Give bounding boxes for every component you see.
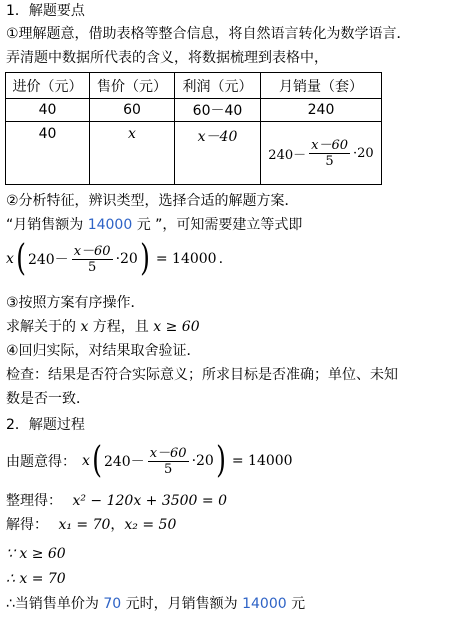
header-profit: 利润（元） — [175, 73, 261, 99]
simplify-label: 整理得： — [6, 493, 62, 509]
left-paren: ( — [16, 238, 26, 279]
root-x2: x₂ = 50 — [124, 517, 177, 533]
check-line2: 数是否一致． — [6, 391, 90, 407]
solve-mid: 方程，且 — [88, 319, 154, 335]
eq-term: ·20 — [191, 453, 214, 469]
conclusion-pre: ∴当销售单价为 — [6, 596, 104, 612]
fraction-denominator: 5 — [87, 259, 97, 275]
fraction-denominator: 5 — [325, 153, 334, 169]
therefore-line: ∴ x = 70 — [6, 571, 66, 587]
step3: ③按照方案有序操作． — [6, 295, 145, 311]
formula-prefix: 240－ — [268, 147, 307, 163]
table-cell: x－40 — [175, 122, 261, 185]
conclusion-price: 70 — [103, 596, 122, 612]
solve-pre: 求解关于的 — [6, 319, 81, 335]
solve-var: x — [80, 319, 89, 335]
eq-rhs: = 14000 — [155, 251, 217, 267]
process-equation — [6, 440, 293, 482]
eq-var: x — [6, 251, 14, 267]
quote-amount: 14000 — [87, 217, 133, 233]
simplify-line — [6, 492, 227, 510]
formula-suffix: ·20 — [353, 145, 374, 161]
step1-line2: 弄清题中数据所代表的含义，将数据梳理到表格中， — [6, 50, 328, 66]
fraction-numerator: x－60 — [311, 137, 348, 153]
check-line1: 检查：结果是否符合实际意义；所求目标是否准确；单位、未知 — [6, 367, 398, 383]
eq-end: . — [218, 251, 224, 267]
step1-line1: ①理解题意，借助表格等整合信息，将自然语言转化为数学语言． — [6, 26, 411, 42]
fraction-denominator: 5 — [163, 461, 173, 477]
table-cell: x — [90, 122, 175, 185]
simplify-equation: x² − 120x + 3500 = 0 — [72, 493, 228, 509]
eq-term: 240－ — [103, 454, 145, 470]
fraction-numerator: x－60 — [149, 445, 187, 461]
header-monthly-sales: 月销量（套） — [261, 73, 382, 99]
table-cell: 240 — [261, 99, 382, 122]
table-cell: 60 — [90, 99, 175, 122]
quote-post: ”，可知需要建立等式即 — [155, 217, 303, 233]
conclusion-line — [6, 595, 305, 613]
root-x1: x₁ = 70 — [58, 517, 111, 533]
solve-line — [6, 318, 200, 336]
header-cost-price: 进价（元） — [6, 73, 90, 99]
conclusion-amount: 14000 — [242, 596, 287, 612]
quote-unit: 元 — [132, 217, 156, 233]
solve-condition: x ≥ 60 — [153, 319, 200, 335]
section2-title: 2．解题过程 — [6, 417, 85, 433]
roots-label: 解得： — [6, 517, 48, 533]
eq-term: 240－ — [27, 252, 69, 268]
step4: ④回归实际，对结果取舍验证． — [6, 343, 201, 359]
roots-separator: ， — [110, 517, 125, 533]
step2: ②分析特征，辨识类型，选择合适的解题方案． — [6, 193, 299, 209]
quote-pre: “月销售额为 — [6, 217, 88, 233]
right-paren: ) — [139, 238, 150, 279]
because-line: ∵ x ≥ 60 — [6, 546, 66, 562]
header-sale-price: 售价（元） — [90, 73, 175, 99]
section1-title: 1．解题要点 — [6, 3, 85, 19]
eq-var: x — [82, 453, 90, 469]
left-paren: ( — [92, 440, 102, 481]
fraction-numerator: x－60 — [73, 243, 111, 259]
conclusion-post: 元 — [286, 596, 306, 612]
quote-line — [6, 216, 302, 234]
eq-rhs: = 14000 — [231, 453, 293, 469]
table-cell: 40 — [6, 99, 90, 122]
data-table — [5, 72, 382, 185]
table-cell: 60－40 — [175, 99, 261, 122]
process-label: 由题意得： — [6, 454, 76, 470]
eq-term: ·20 — [115, 251, 138, 267]
table-cell-sales-formula — [261, 122, 382, 185]
equation-1 — [6, 238, 223, 280]
conclusion-mid: 元时，月销售额为 — [121, 596, 243, 612]
right-paren: ) — [215, 440, 226, 481]
roots-line — [6, 516, 176, 534]
table-cell: 40 — [6, 122, 90, 185]
